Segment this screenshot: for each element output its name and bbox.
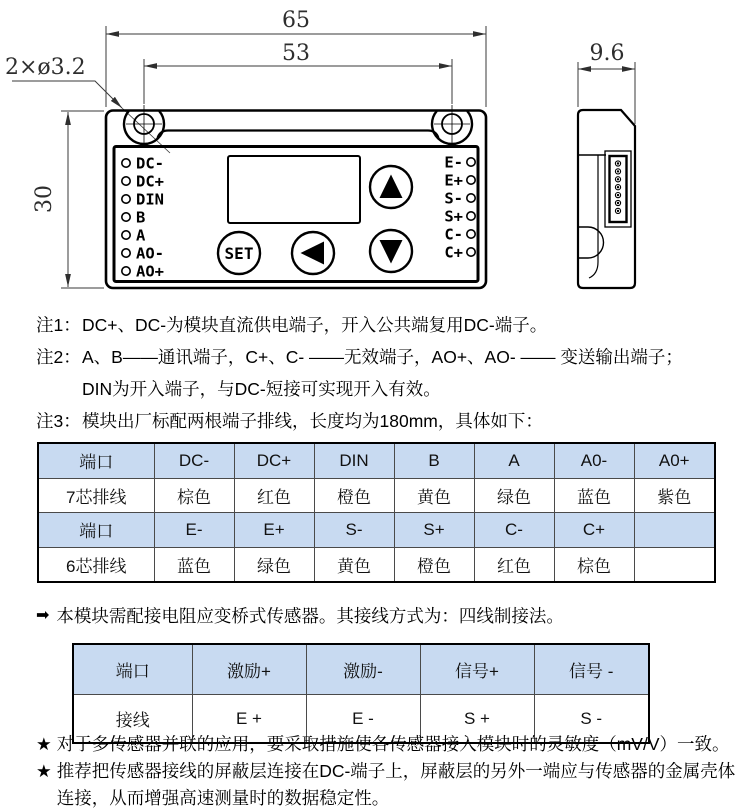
wire-color-table (37, 442, 716, 583)
left-arrow-icon (301, 242, 325, 265)
table-cell: 绿色 (474, 478, 554, 513)
table-header-cell: 信号 - (534, 644, 649, 695)
star-note-2 (36, 758, 746, 811)
table-header-cell: A (474, 443, 554, 478)
sensor-note-text: 本模块需配接电阻应变桥式传感器。其接线方式为：四线制接法。 (56, 606, 564, 626)
table-header-cell: DIN (314, 443, 394, 478)
note-text: DC+、DC-为模块直流供电端子，开入公共端复用DC-端子。 (82, 315, 548, 335)
table-header-cell: S- (314, 513, 394, 548)
table-header-cell: 信号+ (420, 644, 534, 695)
star-note-1 (36, 731, 746, 758)
table-cell: S - (534, 695, 649, 744)
note-label: 注2： (36, 347, 81, 367)
table-cell: 紫色 (634, 478, 715, 513)
table-cell: 7芯排线 (38, 478, 154, 513)
table-header-cell: C+ (554, 513, 634, 548)
table-row (73, 644, 649, 695)
table-cell (634, 547, 715, 582)
table-row (38, 513, 715, 548)
left-terminal-dots (122, 159, 130, 275)
table-header-cell (634, 513, 715, 548)
table-cell: 蓝色 (154, 547, 234, 582)
table-cell: 接线 (73, 695, 192, 744)
terminal-label: DC+ (136, 172, 164, 191)
table-cell: 橙色 (314, 478, 394, 513)
dim-label-65: 65 (282, 8, 310, 33)
table-cell: 绿色 (234, 547, 314, 582)
sensor-note (36, 603, 748, 628)
dimension-hole-spacing (144, 41, 452, 104)
left-button (292, 232, 334, 274)
table-row (38, 478, 715, 513)
left-terminal-labels (136, 155, 164, 281)
dimension-side-width (578, 41, 635, 124)
table-header-cell: 端口 (73, 644, 192, 695)
star-notes-section (36, 731, 746, 811)
up-button (370, 166, 412, 208)
down-button (370, 230, 412, 272)
table-header-cell: B (394, 443, 474, 478)
terminal-label: AO+ (136, 262, 164, 281)
note-text: DIN为开入端子，与DC-短接可实现开入有效。 (82, 379, 441, 399)
notes-section (36, 309, 748, 437)
right-arrow-bullet-icon: ➡ (36, 606, 50, 624)
right-terminal-dots (467, 158, 475, 256)
table-header-cell: A0- (554, 443, 634, 478)
table-header-cell: 激励- (306, 644, 420, 695)
terminal-label: C+ (444, 243, 463, 262)
table-header-cell: E- (154, 513, 234, 548)
terminal-label: DC- (136, 154, 164, 173)
dimension-hole-callout (5, 55, 170, 153)
module-side-view (578, 110, 635, 288)
terminal-label: S+ (444, 207, 463, 226)
side-notch (578, 227, 604, 258)
note-label (36, 373, 82, 405)
note-text: A、B——通讯端子，C+、C- ——无效端子，AO+、AO- —— 变送输出端子； (82, 347, 683, 367)
front-panel (114, 147, 478, 282)
star-note-text: 推荐把传感器接线的屏蔽层连接在DC-端子上，屏蔽层的另外一端应与传感器的金属壳体连接，从而增强高速测量时的数据稳定性。 (56, 761, 736, 808)
table-row (38, 547, 715, 582)
module-dimension-drawing (0, 0, 752, 302)
table-cell: S + (420, 695, 534, 744)
terminal-label: S- (444, 189, 463, 208)
star-note-text: 对于多传感器并联的应用，要采取措施使各传感器接入模块时的灵敏度（mV/V）一致。 (56, 734, 730, 754)
table-cell: 红色 (234, 478, 314, 513)
table-row (38, 443, 715, 478)
up-arrow-icon (380, 175, 403, 199)
table-header-cell: 端口 (38, 513, 154, 548)
table-cell: 红色 (474, 547, 554, 582)
note-label: 注3： (36, 411, 81, 431)
note-label: 注1： (36, 315, 81, 335)
terminal-label: B (136, 208, 146, 227)
star-icon: ★ (36, 761, 52, 781)
table-header-cell: DC- (154, 443, 234, 478)
set-button-label: SET (224, 244, 254, 263)
table-header-cell: 端口 (38, 443, 154, 478)
star-icon: ★ (36, 734, 52, 754)
sensor-wiring-table (72, 643, 650, 744)
terminal-label: E+ (444, 171, 463, 190)
down-arrow-icon (380, 240, 403, 264)
display-screen (228, 156, 360, 223)
table-cell: E + (192, 695, 306, 744)
table-cell: 黄色 (394, 478, 474, 513)
terminal-label: DIN (136, 190, 164, 209)
right-terminal-labels (444, 154, 463, 262)
table-header-cell: E+ (234, 513, 314, 548)
dim-label-9-6: 9.6 (589, 41, 625, 66)
terminal-label: AO- (136, 244, 164, 263)
table-cell: 6芯排线 (38, 547, 154, 582)
terminal-label: C- (444, 225, 463, 244)
note-2 (36, 341, 748, 373)
note-2-continued (36, 373, 748, 405)
dim-label-53: 53 (282, 41, 310, 66)
set-button (218, 232, 260, 274)
note-1 (36, 309, 748, 341)
dimension-height (32, 111, 104, 288)
dim-label-hole-callout: 2×ø3.2 (5, 55, 86, 80)
table-header-cell: C- (474, 513, 554, 548)
side-connector (605, 151, 631, 227)
terminal-label: E- (444, 153, 463, 172)
dim-label-30: 30 (32, 185, 57, 213)
table-cell: 棕色 (554, 547, 634, 582)
table-cell: 橙色 (394, 547, 474, 582)
table-header-cell: DC+ (234, 443, 314, 478)
table-header-cell: 激励+ (192, 644, 306, 695)
note-text: 模块出厂标配两根端子排线，长度均为180mm，具体如下： (82, 411, 543, 431)
table-cell: 蓝色 (554, 478, 634, 513)
terminal-label: A (136, 226, 146, 245)
table-cell: 黄色 (314, 547, 394, 582)
note-3 (36, 405, 748, 437)
table-header-cell: A0+ (634, 443, 715, 478)
table-cell: 棕色 (154, 478, 234, 513)
table-cell: E - (306, 695, 420, 744)
table-header-cell: S+ (394, 513, 474, 548)
